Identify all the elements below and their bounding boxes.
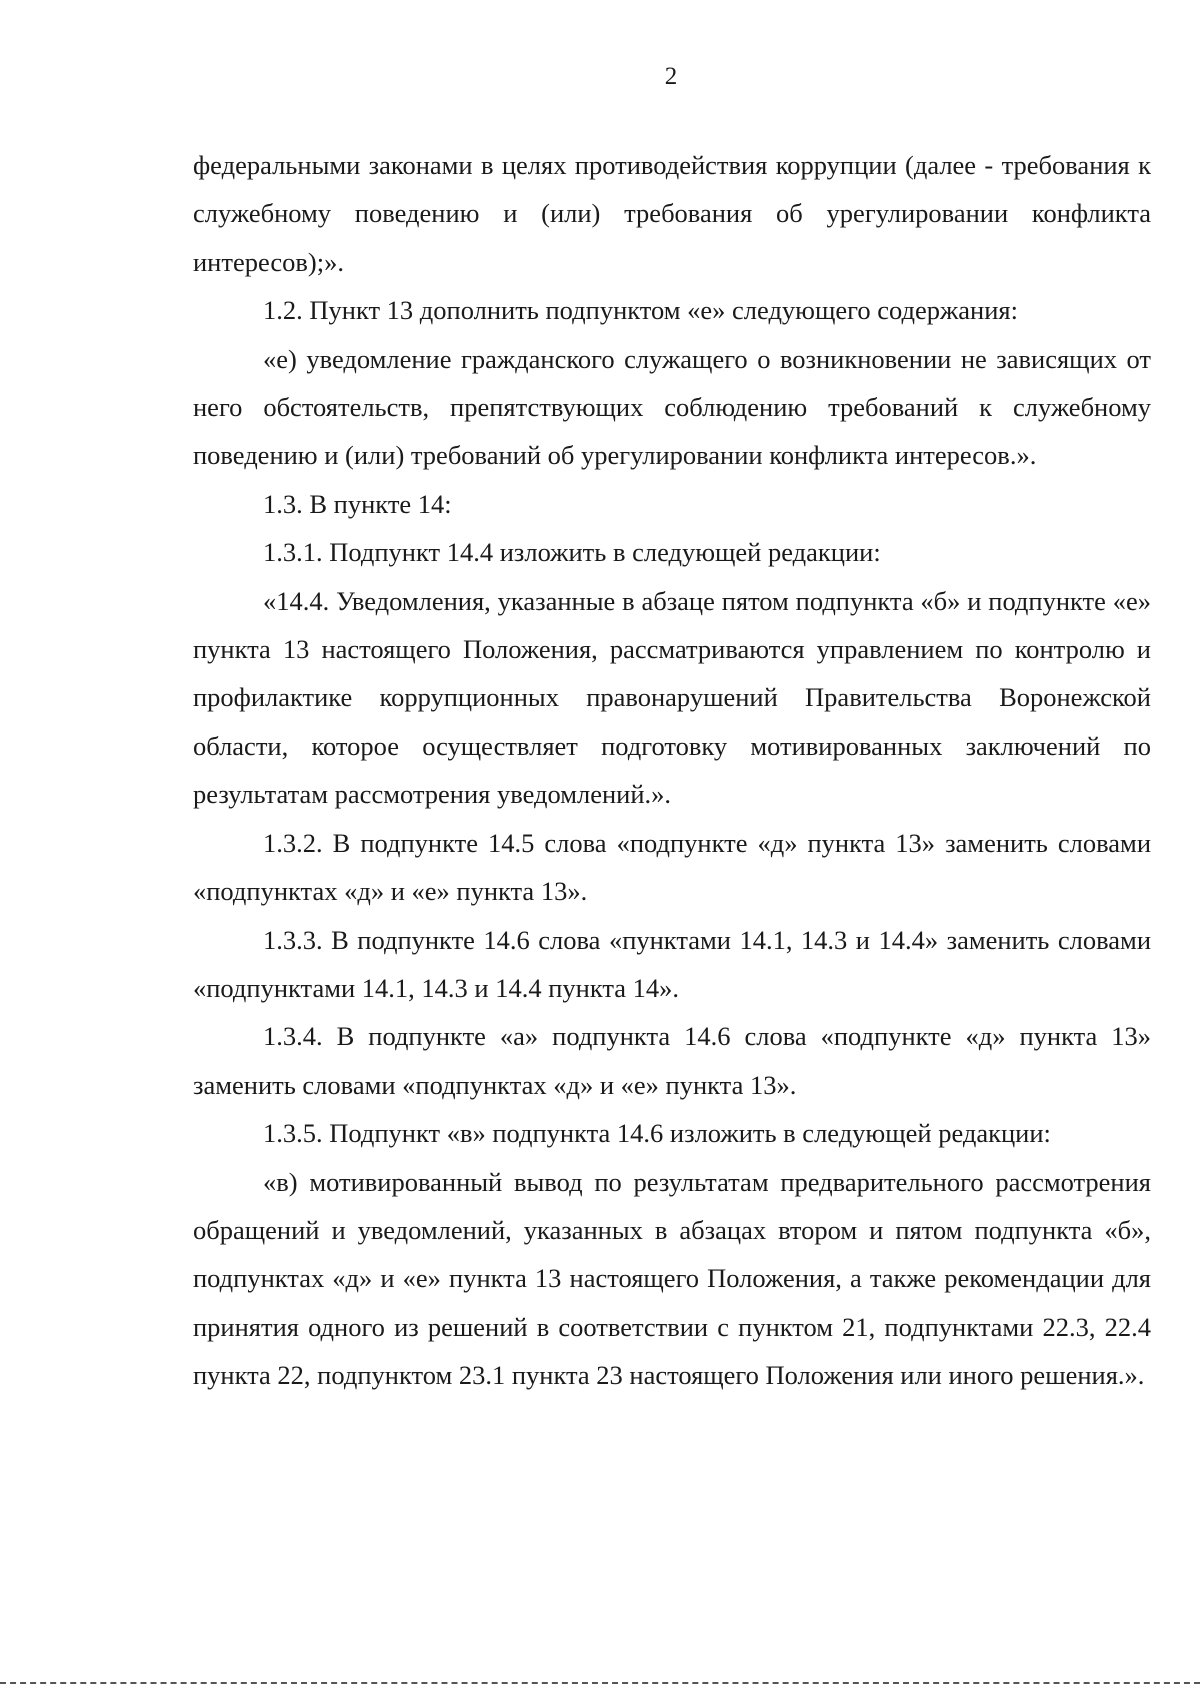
paragraph-1-3: 1.3. В пункте 14: bbox=[263, 488, 452, 519]
paragraph-1-3-5: 1.3.5. Подпункт «в» подпункта 14.6 изложить в следующей редакции: bbox=[263, 1118, 1051, 1149]
paragraph-1-3-1: 1.3.1. Подпункт 14.4 изложить в следующей редакции: bbox=[263, 537, 881, 568]
paragraph-1-3-3: 1.3.3. В подпункте 14.6 слова «пунктами 14.1, 14.3 и 14.4» заменить словами «подпунктами 14.1, 14.3 и 14.4 пункта 14». bbox=[193, 924, 1151, 1003]
page-bottom-edge bbox=[0, 1682, 1200, 1684]
paragraph-1-2: 1.2. Пункт 13 дополнить подпунктом «е» следующего содержания: bbox=[263, 295, 1018, 326]
document-body bbox=[193, 141, 1151, 1400]
paragraph-14-4: «14.4. Уведомления, указанные в абзаце пятом подпункта «б» и подпункте «е» пункта 13 настоящего Положения, рассматриваются управлением по контролю и профилактике коррупционных правонарушений Правительства Воронежской области, которое осуществляет подготовку мотивированных заключений по результатам рассмотрения уведомлений.». bbox=[193, 585, 1151, 810]
paragraph-1-3-4: 1.3.4. В подпункте «а» подпункта 14.6 слова «подпункте «д» пункта 13» заменить словами «подпунктах «д» и «е» пункта 13». bbox=[193, 1021, 1151, 1100]
paragraph-continuation: федеральными законами в целях противодействия коррупции (далее - требования к служебному поведению и (или) требования об урегулировании конфликта интересов);». bbox=[193, 150, 1151, 277]
page-number: 2 bbox=[664, 63, 678, 90]
paragraph-subitem-v: «в) мотивированный вывод по результатам предварительного рассмотрения обращений и уведомлений, указанных в абзацах втором и пятом подпункта «б», подпунктах «д» и «е» пункта 13 настоящего Положения, а также рекомендации для принятия одного из решений в соответствии с пунктом 21, подпунктами 22.3, 22.4 пункта 22, подпунктом 23.1 пункта 23 настоящего Положения или иного решения.». bbox=[193, 1166, 1151, 1391]
paragraph-subitem-e: «е) уведомление гражданского служащего о возникновении не зависящих от него обстоятельств, препятствующих соблюдению требований к служебному поведению и (или) требований об урегулировании конфликта интересов.». bbox=[193, 343, 1151, 471]
paragraph-1-3-2: 1.3.2. В подпункте 14.5 слова «подпункте «д» пункта 13» заменить словами «подпунктах «д» и «е» пункта 13». bbox=[193, 827, 1151, 907]
